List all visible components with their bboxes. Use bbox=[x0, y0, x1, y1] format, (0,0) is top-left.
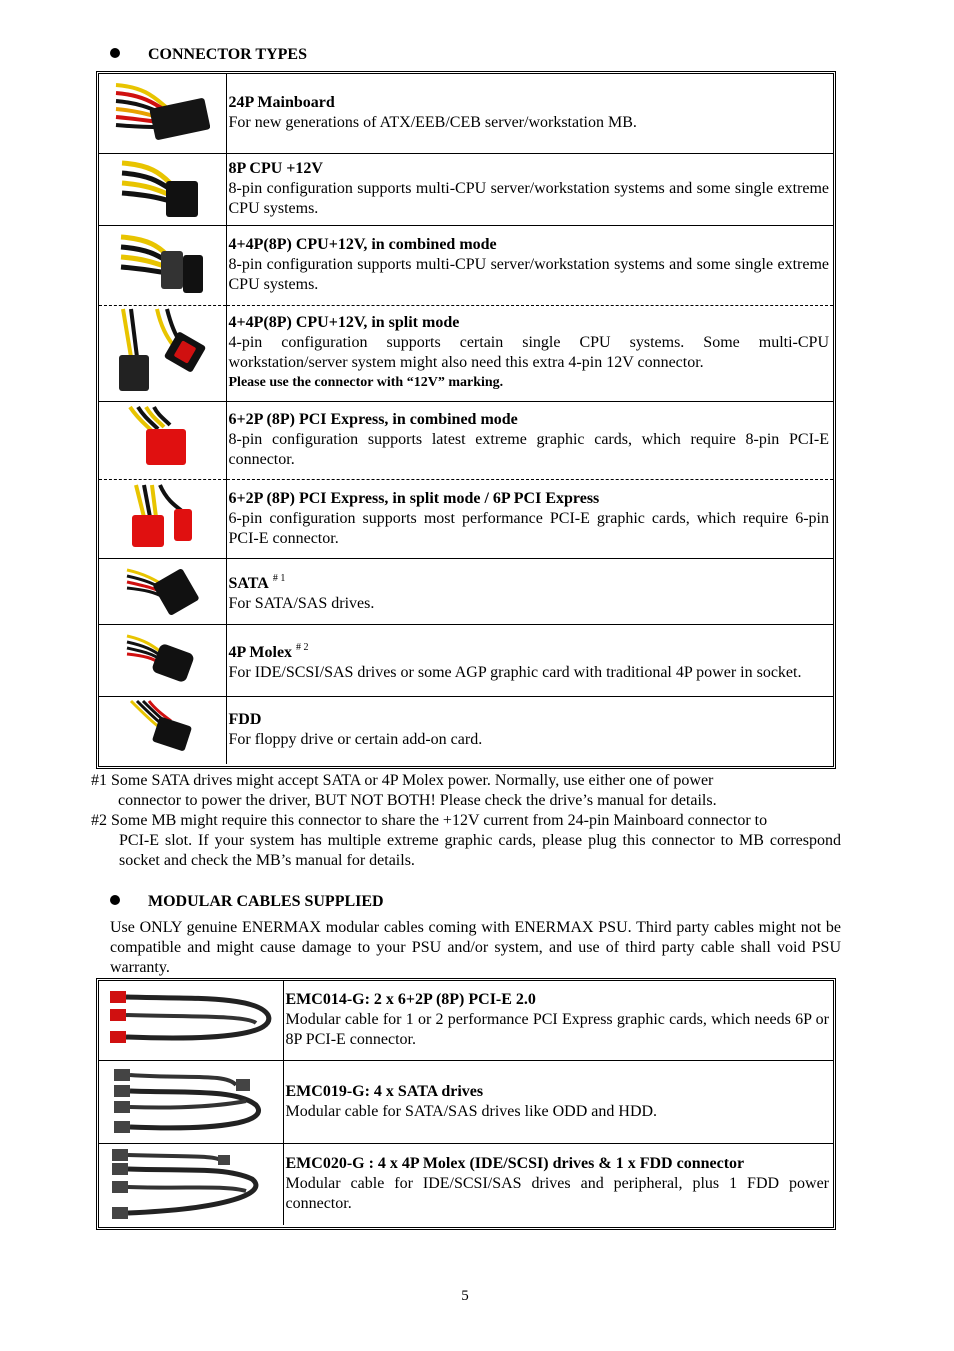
table-row bbox=[99, 696, 833, 764]
emc014-cable-icon bbox=[99, 981, 283, 1060]
connector-types-title: CONNECTOR TYPES bbox=[110, 45, 307, 65]
table-row bbox=[99, 624, 833, 696]
table-row bbox=[99, 401, 833, 479]
cable-name: EMC019-G: 4 x SATA drives bbox=[285, 1082, 484, 1100]
modular-cables-intro: Use ONLY genuine ENERMAX modular cables coming with ENERMAX PSU. Third party cables might not be compatible and might cause damage to your PSU and/or system, and use of third party cable shall void PSU warranty. bbox=[110, 919, 841, 976]
connector-desc: 8-pin configuration supports multi-CPU server/workstation systems and some single extreme CPU systems. bbox=[228, 180, 829, 217]
table-row bbox=[99, 305, 833, 401]
connector-desc: For new generations of ATX/EEB/CEB server/workstation MB. bbox=[228, 114, 637, 132]
pcie-combined-connector-icon bbox=[99, 401, 226, 479]
fdd-connector-icon bbox=[99, 696, 226, 764]
4-4p-cpu-split-connector-icon bbox=[99, 305, 226, 401]
footnote-ref: # 2 bbox=[296, 641, 309, 653]
4-4p-cpu-combined-connector-icon bbox=[99, 225, 226, 305]
emc020-cable-icon bbox=[99, 1143, 283, 1225]
connector-desc: For floppy drive or certain add-on card. bbox=[228, 731, 483, 749]
cable-desc: Modular cable for SATA/SAS drives like ODD and HDD. bbox=[285, 1102, 658, 1120]
connector-name: 6+2P (8P) PCI Express, in combined mode bbox=[228, 411, 518, 428]
sata-connector-icon bbox=[99, 558, 226, 624]
connector-desc: For SATA/SAS drives. bbox=[228, 594, 375, 612]
table-row bbox=[99, 981, 833, 1060]
connector-desc: 6-pin configuration supports most performance PCI-E graphic cards, which require 6-pin PCI-E connector. bbox=[228, 509, 829, 547]
table-row bbox=[99, 225, 833, 305]
connector-desc: 8-pin configuration supports latest extreme graphic cards, which require 8-pin PCI-E connector. bbox=[228, 431, 829, 468]
connector-name: SATA bbox=[228, 574, 269, 592]
page-number: 5 bbox=[461, 1288, 469, 1304]
molex-connector-icon bbox=[99, 624, 226, 696]
cable-desc: Modular cable for IDE/SCSI/SAS drives and peripheral, plus 1 FDD power connector. bbox=[285, 1175, 829, 1213]
24p-mainboard-connector-icon bbox=[99, 74, 226, 153]
connector-name: 24P Mainboard bbox=[228, 94, 335, 112]
connector-name: 6+2P (8P) PCI Express, in split mode / 6P PCI Express bbox=[228, 489, 600, 507]
modular-cables-table bbox=[96, 978, 836, 1230]
emc019-cable-icon bbox=[99, 1060, 283, 1143]
table-row bbox=[99, 558, 833, 624]
footnote-2: #2 Some MB might require this connector to share the +12V current from 24-pin Mainboard connector to PCI-E slot. If your system has multiple extreme graphic cards, please plug this connector to MB correspond socket and check the MB’s manual for details. bbox=[91, 812, 841, 869]
modular-cables-title: MODULAR CABLES SUPPLIED bbox=[110, 892, 384, 912]
table-row bbox=[99, 74, 833, 153]
connector-name: 4+4P(8P) CPU+12V, in combined mode bbox=[228, 236, 497, 253]
footnote-ref: # 1 bbox=[272, 572, 286, 584]
footnotes bbox=[91, 771, 841, 871]
table-row bbox=[99, 479, 833, 558]
connector-note: Please use the connector with “12V” marking. bbox=[228, 375, 504, 390]
table-row bbox=[99, 153, 833, 225]
footnote-1: #1 Some SATA drives might accept SATA or 4P Molex power. Normally, use either one of power connector to power the driver, BUT NOT BOTH! Please check the drive’s manual for details. bbox=[91, 772, 717, 809]
table-row bbox=[99, 1143, 833, 1225]
connector-name: FDD bbox=[228, 711, 262, 729]
connector-desc: 8-pin configuration supports multi-CPU server/workstation systems and some single extreme CPU systems. bbox=[228, 256, 829, 293]
cable-name: EMC014-G: 2 x 6+2P (8P) PCI-E 2.0 bbox=[285, 991, 536, 1009]
connector-name: 4+4P(8P) CPU+12V, in split mode bbox=[228, 314, 460, 331]
8p-cpu-connector-icon bbox=[99, 153, 226, 225]
connector-desc: For IDE/SCSI/SAS drives or some AGP graphic card with traditional 4P power in socket. bbox=[228, 663, 802, 681]
table-row bbox=[99, 1060, 833, 1143]
connector-desc: 4-pin configuration supports certain single CPU systems. Some multi-CPU workstation/server system might also need this extra 4-pin 12V connector. bbox=[228, 334, 829, 371]
cable-name: EMC020-G : 4 x 4P Molex (IDE/SCSI) drives & 1 x FDD connector bbox=[285, 1155, 745, 1173]
connector-types-table bbox=[96, 71, 836, 769]
pcie-split-connector-icon bbox=[99, 479, 226, 558]
bullet-icon bbox=[110, 895, 120, 905]
cable-desc: Modular cable for 1 or 2 performance PCI Express graphic cards, which needs 6P or 8P PCI-E connector. bbox=[285, 1011, 829, 1049]
connector-name: 8P CPU +12V bbox=[228, 160, 323, 177]
bullet-icon bbox=[110, 48, 120, 58]
connector-name: 4P Molex bbox=[228, 643, 293, 661]
